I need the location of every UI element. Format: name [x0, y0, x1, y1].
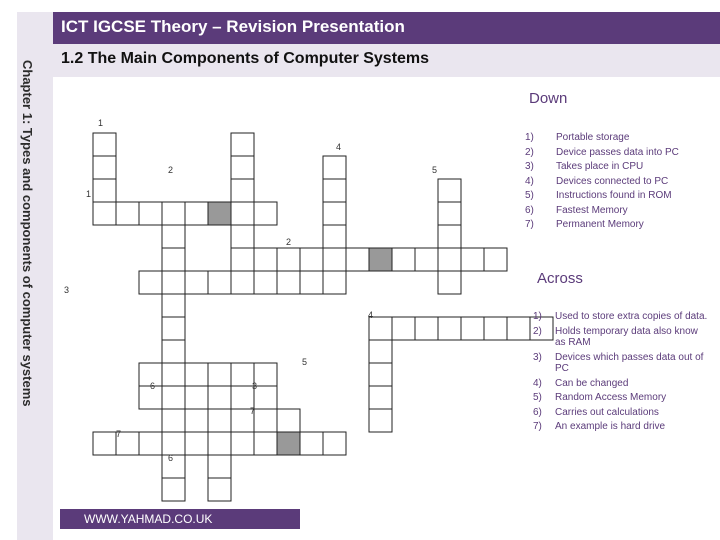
crossword-clue-number: 3 [64, 285, 70, 295]
crossword-cell[interactable] [93, 133, 116, 156]
crossword-cell[interactable] [323, 179, 346, 202]
across-clue-1 [533, 311, 709, 323]
crossword-cell[interactable] [139, 271, 162, 294]
crossword-cells [93, 133, 553, 501]
crossword-cell[interactable] [254, 409, 277, 432]
clue-number: 3) [533, 351, 542, 363]
crossword-clue-number: 2 [286, 237, 292, 247]
down-heading: Down [529, 90, 568, 107]
crossword-cell[interactable] [484, 248, 507, 271]
across-clue-4 [533, 378, 709, 390]
crossword-cell[interactable] [162, 478, 185, 501]
crossword-cell[interactable] [162, 432, 185, 455]
clue-number: 6) [525, 204, 534, 216]
crossword-cell[interactable] [300, 248, 323, 271]
crossword-cell[interactable] [162, 294, 185, 317]
across-clue-7 [533, 421, 709, 433]
crossword-cell[interactable] [208, 455, 231, 478]
across-clue-2 [533, 326, 709, 349]
crossword-cell[interactable] [277, 432, 300, 455]
crossword-clue-number: 4 [368, 310, 374, 320]
down-clue-3 [525, 160, 679, 175]
crossword-cell[interactable] [415, 317, 438, 340]
clue-text: Used to store extra copies of data. [555, 311, 708, 322]
crossword-cell[interactable] [93, 179, 116, 202]
crossword-cell[interactable] [277, 409, 300, 432]
crossword-clue-number: 3 [252, 381, 258, 391]
across-clue-5 [533, 392, 709, 404]
clue-number: 1) [533, 311, 542, 322]
down-clue-1 [525, 131, 679, 146]
crossword-clue-number: 5 [432, 165, 438, 175]
crossword-cell[interactable] [162, 363, 185, 386]
clue-text: Devices connected to PC [556, 175, 669, 187]
crossword-cell[interactable] [277, 271, 300, 294]
clue-number: 3) [525, 161, 534, 172]
down-clue-2 [525, 146, 679, 161]
crossword-cell[interactable] [162, 340, 185, 363]
crossword-cell[interactable] [185, 363, 208, 386]
clue-text: Can be changed [555, 377, 629, 389]
crossword-cell[interactable] [392, 248, 415, 271]
crossword-cell[interactable] [231, 271, 254, 294]
crossword-cell[interactable] [254, 363, 277, 386]
clue-text: Instructions found in ROM [556, 190, 672, 201]
crossword-cell[interactable] [277, 248, 300, 271]
crossword-cell[interactable] [438, 179, 461, 202]
crossword-cell[interactable] [162, 248, 185, 271]
crossword-clue-number: 7 [116, 429, 122, 439]
crossword-cell[interactable] [438, 248, 461, 271]
crossword-cell[interactable] [392, 317, 415, 340]
across-clue-3 [533, 352, 709, 375]
crossword-cell[interactable] [323, 248, 346, 271]
clue-number: 4) [525, 175, 534, 187]
crossword-cell[interactable] [208, 271, 231, 294]
clue-text: Fastest Memory [556, 204, 628, 216]
slide-subtitle: 1.2 The Main Components of Computer Systems [61, 50, 430, 67]
crossword-cell[interactable] [323, 202, 346, 225]
crossword-cell[interactable] [323, 432, 346, 455]
crossword-cell[interactable] [208, 409, 231, 432]
crossword-cell[interactable] [254, 386, 277, 409]
crossword-cell[interactable] [323, 225, 346, 248]
crossword-cell[interactable] [162, 317, 185, 340]
crossword-cell[interactable] [231, 179, 254, 202]
crossword-cell[interactable] [162, 386, 185, 409]
down-clue-4 [525, 175, 679, 190]
crossword-cell[interactable] [369, 340, 392, 363]
crossword-clue-number: 6 [150, 381, 156, 391]
crossword-cell[interactable] [369, 409, 392, 432]
crossword-cell[interactable] [507, 317, 530, 340]
crossword-clue-number: 2 [168, 165, 174, 175]
crossword-cell[interactable] [162, 202, 185, 225]
crossword-cell[interactable] [162, 409, 185, 432]
crossword-cell[interactable] [208, 363, 231, 386]
crossword-cell[interactable] [254, 271, 277, 294]
crossword-cell[interactable] [323, 156, 346, 179]
clue-text: Carries out calculations [555, 406, 659, 418]
crossword-clue-number: 7 [250, 406, 256, 416]
clue-text: Permanent Memory [556, 219, 644, 230]
crossword-cell[interactable] [438, 225, 461, 248]
crossword-cell[interactable] [369, 363, 392, 386]
crossword-cell[interactable] [369, 248, 392, 271]
crossword-cell[interactable] [231, 363, 254, 386]
clue-number: 5) [533, 392, 542, 403]
crossword-cell[interactable] [185, 386, 208, 409]
crossword-cell[interactable] [139, 432, 162, 455]
crossword-cell[interactable] [93, 432, 116, 455]
crossword-cell[interactable] [438, 317, 461, 340]
crossword-cell[interactable] [300, 432, 323, 455]
crossword-cell[interactable] [231, 156, 254, 179]
clue-number: 7) [533, 421, 542, 432]
crossword-cell[interactable] [438, 271, 461, 294]
crossword-cell[interactable] [231, 202, 254, 225]
crossword-clue-number: 1 [98, 118, 104, 128]
clue-text: Device passes data into PC [556, 146, 679, 158]
clue-number: 7) [525, 219, 534, 230]
crossword-cell[interactable] [208, 386, 231, 409]
crossword-cell[interactable] [254, 202, 277, 225]
crossword-cell[interactable] [162, 455, 185, 478]
clue-number: 2) [525, 146, 534, 158]
crossword-clue-number: 1 [86, 189, 92, 199]
crossword-cell[interactable] [139, 202, 162, 225]
chapter-label: Chapter 1: Types and components of computer systems [20, 60, 35, 407]
crossword-clue-number: 6 [168, 453, 174, 463]
clue-number: 6) [533, 406, 542, 418]
crossword-cell[interactable] [415, 248, 438, 271]
across-clue-6 [533, 407, 709, 419]
crossword-cell[interactable] [231, 133, 254, 156]
crossword-cell[interactable] [185, 432, 208, 455]
crossword-cell[interactable] [231, 225, 254, 248]
crossword-cell[interactable] [484, 317, 507, 340]
crossword-cell[interactable] [346, 248, 369, 271]
clue-text: Holds temporary data also know as RAM [555, 325, 698, 348]
crossword-cell[interactable] [461, 248, 484, 271]
website-link[interactable]: WWW.YAHMAD.CO.UK [84, 512, 213, 526]
crossword-cell[interactable] [116, 202, 139, 225]
clue-number: 5) [525, 190, 534, 201]
down-clue-7 [525, 218, 679, 233]
clue-text: An example is hard drive [555, 421, 666, 432]
crossword-cell[interactable] [254, 432, 277, 455]
crossword-cell[interactable] [323, 271, 346, 294]
presentation-title: ICT IGCSE Theory – Revision Presentation [61, 17, 405, 36]
crossword-cell[interactable] [231, 432, 254, 455]
crossword-clue-number: 5 [302, 357, 308, 367]
crossword-cell[interactable] [438, 202, 461, 225]
across-clue-list [533, 311, 709, 436]
crossword-cell[interactable] [208, 202, 231, 225]
crossword-cell[interactable] [369, 317, 392, 340]
down-clue-6 [525, 204, 679, 219]
crossword-cell[interactable] [93, 156, 116, 179]
clue-number: 4) [533, 377, 542, 389]
clue-text: Portable storage [556, 132, 630, 143]
crossword-cell[interactable] [162, 225, 185, 248]
crossword-cell[interactable] [254, 248, 277, 271]
crossword-clue-number: 4 [336, 142, 342, 152]
crossword-cell[interactable] [185, 271, 208, 294]
crossword-cell[interactable] [185, 202, 208, 225]
clue-text: Devices which passes data out of PC [555, 351, 704, 374]
crossword-cell[interactable] [93, 202, 116, 225]
crossword-cell[interactable] [208, 432, 231, 455]
crossword-cell[interactable] [300, 271, 323, 294]
down-clue-list [525, 131, 679, 233]
crossword-cell[interactable] [231, 248, 254, 271]
clue-text: Takes place in CPU [556, 161, 644, 172]
crossword-cell[interactable] [208, 478, 231, 501]
clue-number: 1) [525, 132, 534, 143]
crossword-cell[interactable] [461, 317, 484, 340]
down-clue-5 [525, 189, 679, 204]
clue-text: Random Access Memory [555, 392, 667, 403]
clue-number: 2) [533, 325, 542, 337]
across-heading: Across [537, 270, 583, 287]
crossword-cell[interactable] [369, 386, 392, 409]
crossword-cell[interactable] [162, 271, 185, 294]
